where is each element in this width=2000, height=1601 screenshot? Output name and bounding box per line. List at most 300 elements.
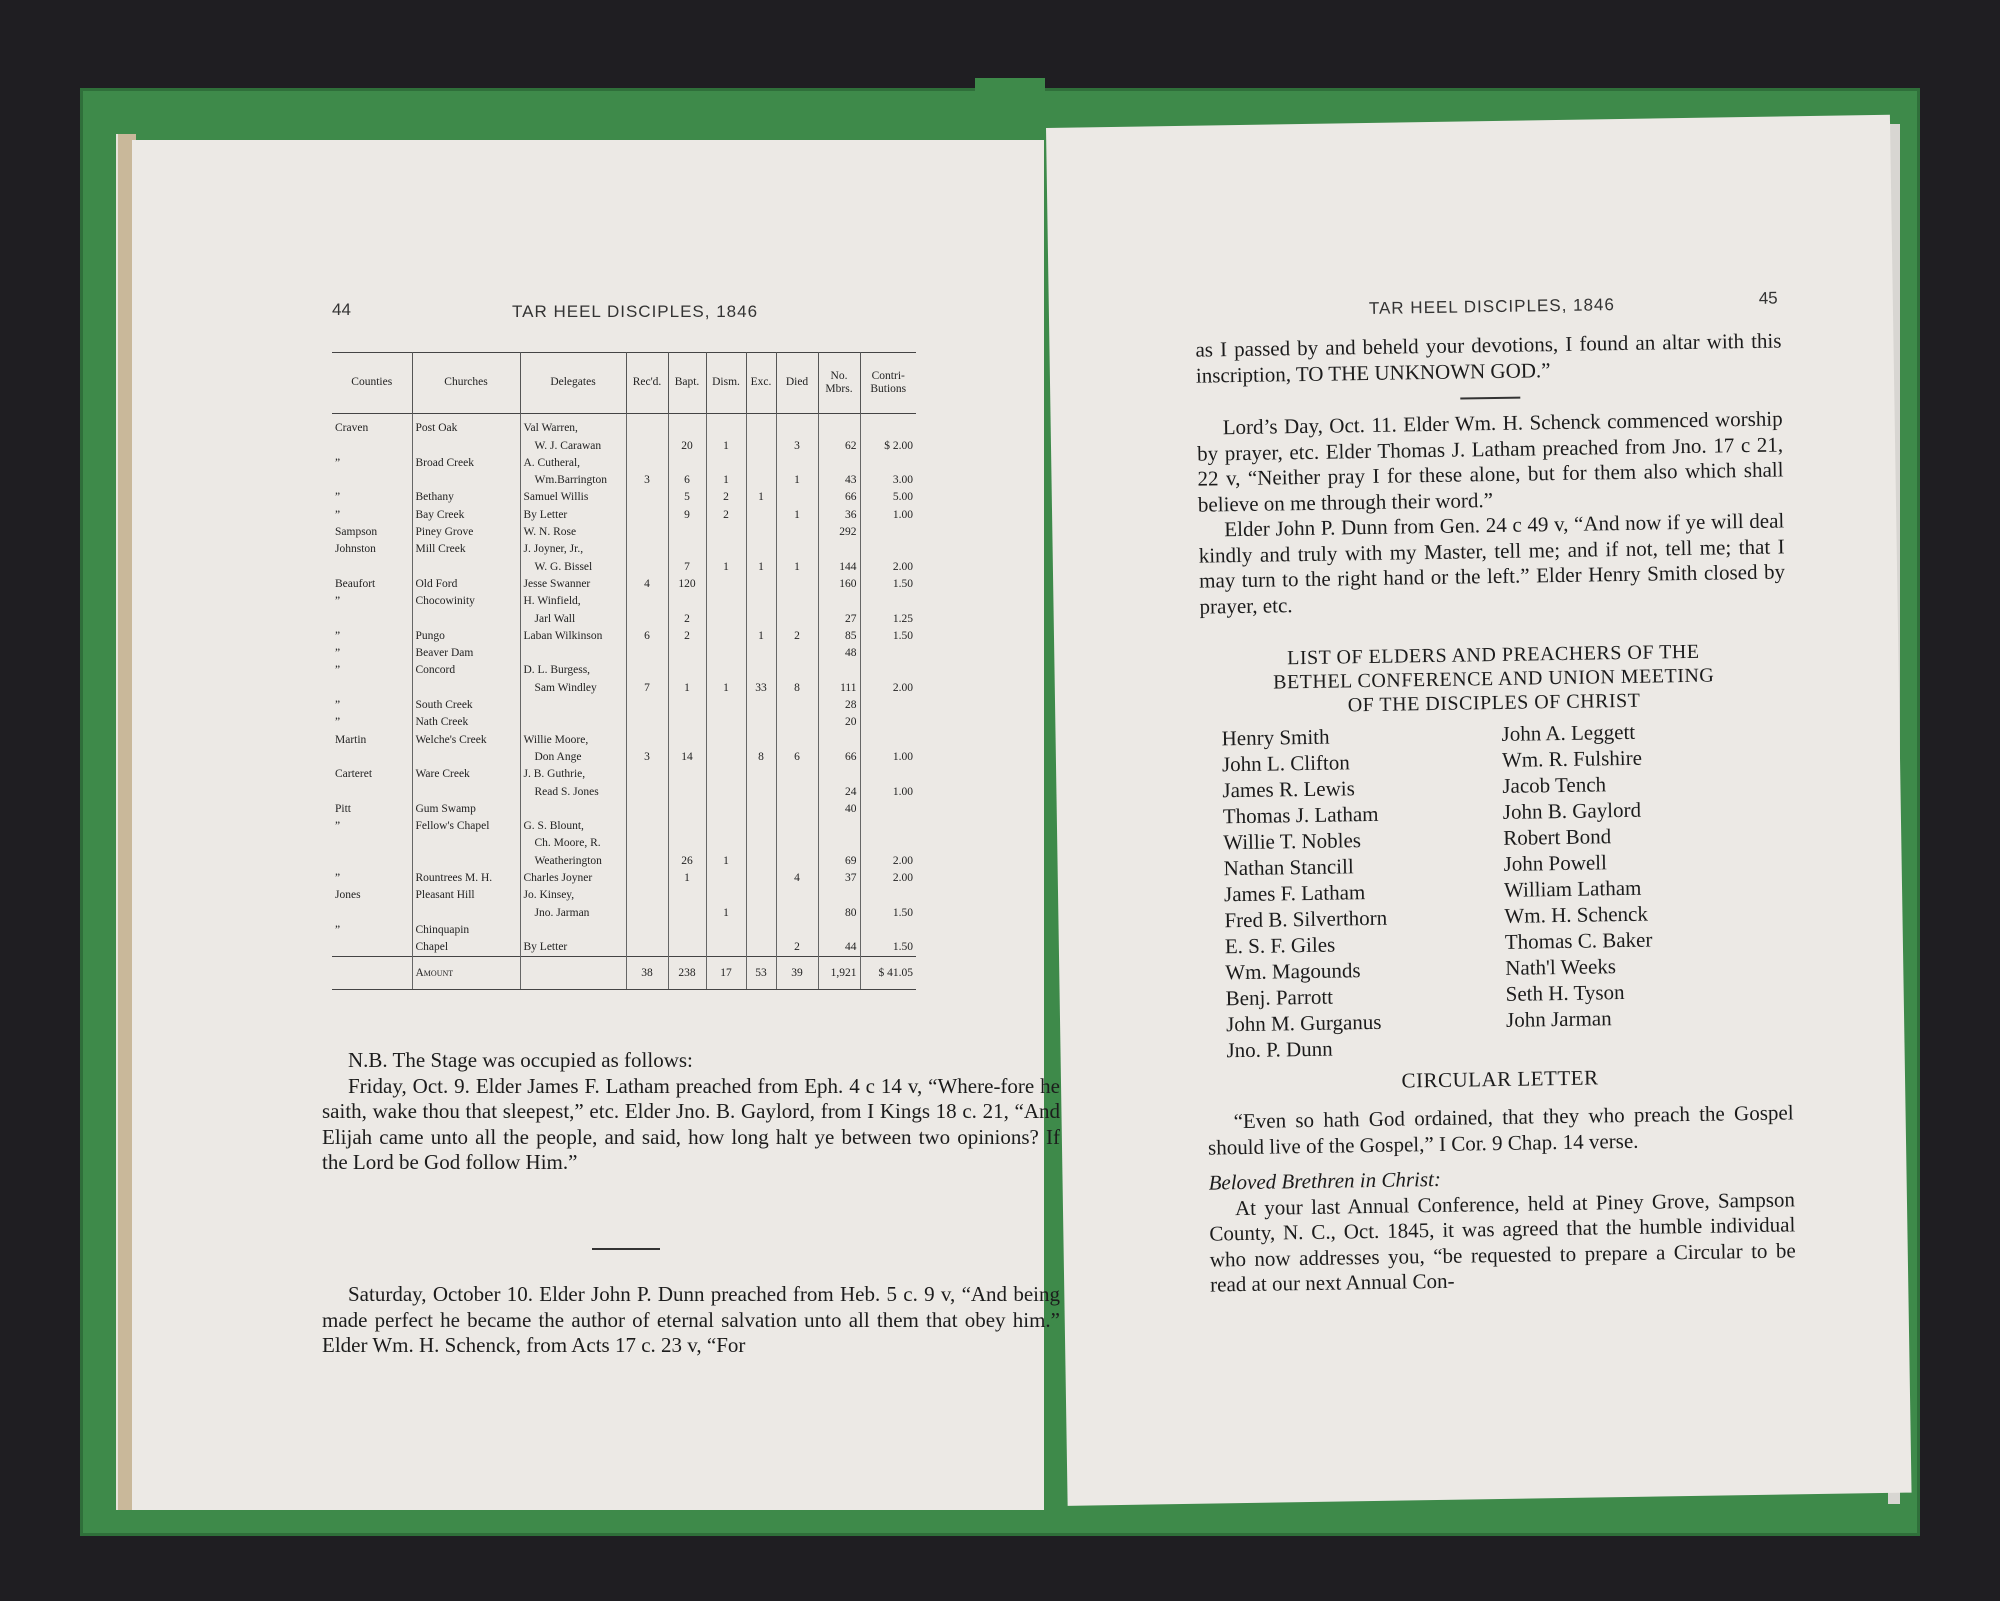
table-cell xyxy=(746,593,776,610)
table-cell: 1 xyxy=(746,558,776,575)
table-cell: Bay Creek xyxy=(412,506,520,523)
table-cell xyxy=(818,593,860,610)
table-cell xyxy=(332,835,412,852)
table-cell xyxy=(746,835,776,852)
column-header: Delegates xyxy=(520,353,626,414)
table-cell xyxy=(860,593,916,610)
table-row xyxy=(332,610,916,627)
table-row xyxy=(332,455,916,472)
elders-list-right xyxy=(1501,719,1653,1033)
table-cell: Nath Creek xyxy=(412,714,520,731)
table-cell: 26 xyxy=(668,852,706,869)
table-cell xyxy=(412,749,520,766)
table-cell: Samuel Willis xyxy=(520,489,626,506)
table-cell: Val Warren, xyxy=(520,420,626,437)
table-row xyxy=(332,922,916,939)
table-cell: 69 xyxy=(818,852,860,869)
list-heading-line-2: BETHEL CONFERENCE AND UNION MEETING xyxy=(1272,664,1715,694)
table-cell xyxy=(818,455,860,472)
table-cell xyxy=(706,628,746,645)
table-cell xyxy=(776,489,818,506)
circular-letter xyxy=(1207,1100,1796,1298)
table-cell xyxy=(626,887,668,904)
elder-name: Jacob Tench xyxy=(1502,772,1607,798)
table-cell: 27 xyxy=(818,610,860,627)
total-cell: $ 41.05 xyxy=(860,957,916,990)
table-cell: 3.00 xyxy=(860,472,916,489)
table-cell: South Creek xyxy=(412,697,520,714)
table-cell: G. S. Blount, xyxy=(520,818,626,835)
table-row xyxy=(332,628,916,645)
table-cell xyxy=(626,818,668,835)
table-cell: Chapel xyxy=(412,939,520,957)
table-cell: W. G. Bissel xyxy=(520,558,626,575)
table-cell: 66 xyxy=(818,489,860,506)
page-number-right: 45 xyxy=(1758,288,1778,308)
elder-name: Thomas J. Latham xyxy=(1222,801,1379,829)
table-cell: 1.50 xyxy=(860,939,916,957)
table-cell: 1 xyxy=(706,679,746,696)
table-cell: 62 xyxy=(818,437,860,454)
table-cell: 3 xyxy=(626,749,668,766)
stage-notes xyxy=(322,1048,1060,1176)
table-cell: 1 xyxy=(668,679,706,696)
table-cell: 36 xyxy=(818,506,860,523)
salutation: Beloved Brethren in Christ: xyxy=(1208,1166,1442,1195)
table-cell xyxy=(520,697,626,714)
table-cell xyxy=(668,783,706,800)
table-cell: ” xyxy=(335,508,341,521)
table-cell: Ware Creek xyxy=(412,766,520,783)
book-spine xyxy=(975,78,1045,118)
table-cell xyxy=(668,939,706,957)
total-cell xyxy=(332,957,412,990)
table-cell: 2 xyxy=(668,610,706,627)
table-row xyxy=(332,870,916,887)
table-cell xyxy=(626,455,668,472)
table-row xyxy=(332,558,916,575)
table-cell xyxy=(332,472,412,489)
table-cell: Carteret xyxy=(335,768,373,781)
table-cell xyxy=(626,420,668,437)
table-cell xyxy=(626,783,668,800)
table-cell: 14 xyxy=(668,749,706,766)
table-cell xyxy=(776,697,818,714)
table-cell: 4 xyxy=(776,870,818,887)
elder-name: John B. Gaylord xyxy=(1502,797,1642,824)
table-cell: 1 xyxy=(706,472,746,489)
table-cell: 111 xyxy=(818,679,860,696)
table-cell xyxy=(412,558,520,575)
table-cell xyxy=(860,922,916,939)
elder-name: Fred B. Silverthorn xyxy=(1224,905,1388,933)
table-cell: 6 xyxy=(626,628,668,645)
table-row xyxy=(332,679,916,696)
table-cell xyxy=(776,455,818,472)
table-cell xyxy=(706,801,746,818)
table-cell xyxy=(520,645,626,662)
table-cell: 4 xyxy=(626,576,668,593)
table-cell xyxy=(668,887,706,904)
table-cell: 6 xyxy=(776,749,818,766)
table-cell xyxy=(412,835,520,852)
column-header: No. Mbrs. xyxy=(818,353,860,414)
table-cell: 1.00 xyxy=(860,506,916,523)
table-cell: Jno. Jarman xyxy=(520,904,626,921)
elder-name: James F. Latham xyxy=(1223,880,1366,907)
table-row xyxy=(332,576,916,593)
table-cell: Craven xyxy=(335,422,369,435)
table-cell xyxy=(746,610,776,627)
table-cell: Weatherington xyxy=(520,852,626,869)
table-cell xyxy=(412,783,520,800)
table-cell xyxy=(668,593,706,610)
table-cell: $ 2.00 xyxy=(860,437,916,454)
table-cell xyxy=(860,420,916,437)
table-cell xyxy=(860,766,916,783)
table-cell xyxy=(706,887,746,904)
table-cell xyxy=(860,455,916,472)
table-cell xyxy=(332,610,412,627)
total-cell: Amount xyxy=(412,957,520,990)
table-cell xyxy=(668,541,706,558)
table-row xyxy=(332,593,916,610)
table-cell: Jones xyxy=(335,889,361,902)
table-row xyxy=(332,766,916,783)
table-cell: Beaufort xyxy=(335,577,376,590)
table-row xyxy=(332,472,916,489)
total-cell: 38 xyxy=(626,957,668,990)
elder-name: Robert Bond xyxy=(1503,824,1612,850)
table-cell: Sam Windley xyxy=(520,679,626,696)
table-cell: 2.00 xyxy=(860,558,916,575)
table-cell xyxy=(626,922,668,939)
table-cell xyxy=(626,610,668,627)
table-cell xyxy=(706,749,746,766)
table-cell: Chinquapin xyxy=(412,922,520,939)
table-cell xyxy=(706,610,746,627)
circular-letter-heading: CIRCULAR LETTER xyxy=(1401,1065,1599,1093)
left-page xyxy=(132,140,1060,1510)
table-cell xyxy=(746,645,776,662)
table-cell: Bethany xyxy=(412,489,520,506)
table-cell xyxy=(668,922,706,939)
friday-paragraph: Friday, Oct. 9. Elder James F. Latham preached from Eph. 4 c 14 v, “Where-fore he saith, wake thou that sleepest,” etc. Elder Jno. B. Gaylord, from I Kings 18 c. 21, “And Elijah came unto all the people, and said, how long halt ye between two opinions? If the Lord be God follow Him.” xyxy=(322,1073,1060,1174)
table-cell xyxy=(818,420,860,437)
table-cell: 1 xyxy=(776,506,818,523)
elder-name: Wm. H. Schenck xyxy=(1504,901,1649,928)
table-cell xyxy=(776,887,818,904)
elder-name: Nath'l Weeks xyxy=(1505,954,1617,980)
elder-name: Jno. P. Dunn xyxy=(1226,1036,1333,1063)
table-cell xyxy=(332,783,412,800)
elder-name: Nathan Stancill xyxy=(1223,854,1354,881)
table-cell xyxy=(776,645,818,662)
column-header: Exc. xyxy=(746,353,776,414)
table-cell: 44 xyxy=(818,939,860,957)
table-cell xyxy=(706,576,746,593)
table-cell: 37 xyxy=(818,870,860,887)
table-row xyxy=(332,506,916,523)
table-cell: 5.00 xyxy=(860,489,916,506)
column-header: Died xyxy=(776,353,818,414)
table-cell: Pitt xyxy=(335,802,351,815)
nb-paragraph: N.B. The Stage was occupied as follows: xyxy=(348,1048,693,1072)
table-cell xyxy=(412,437,520,454)
table-cell: 5 xyxy=(668,489,706,506)
table-row xyxy=(332,437,916,454)
table-cell xyxy=(626,870,668,887)
table-cell xyxy=(412,610,520,627)
elder-name: E. S. F. Giles xyxy=(1224,932,1336,959)
total-cell: 1,921 xyxy=(818,957,860,990)
table-cell xyxy=(776,922,818,939)
table-cell: ” xyxy=(335,820,341,833)
table-cell xyxy=(668,714,706,731)
table-cell xyxy=(818,731,860,748)
table-row xyxy=(332,697,916,714)
table-cell: Rountrees M. H. xyxy=(412,870,520,887)
table-cell: Jo. Kinsey, xyxy=(520,887,626,904)
table-cell xyxy=(626,541,668,558)
table-cell: 2.00 xyxy=(860,852,916,869)
table-cell xyxy=(776,783,818,800)
elder-name: John Jarman xyxy=(1505,1006,1612,1032)
table-cell: 7 xyxy=(668,558,706,575)
table-row xyxy=(332,887,916,904)
table-cell xyxy=(706,524,746,541)
table-row xyxy=(332,818,916,835)
table-cell: Post Oak xyxy=(412,420,520,437)
saturday-notes xyxy=(322,1282,1060,1359)
table-cell xyxy=(706,593,746,610)
table-cell xyxy=(746,783,776,800)
column-header: Churches xyxy=(412,353,520,414)
table-cell: Broad Creek xyxy=(412,455,520,472)
table-cell: 1 xyxy=(706,904,746,921)
table-cell xyxy=(860,662,916,679)
table-cell: By Letter xyxy=(520,506,626,523)
table-cell: ” xyxy=(335,872,341,885)
table-cell: J. B. Guthrie, xyxy=(520,766,626,783)
table-cell xyxy=(860,835,916,852)
table-cell: ” xyxy=(335,595,341,608)
table-cell xyxy=(332,852,412,869)
table-cell: 3 xyxy=(776,437,818,454)
table-cell: Don Ange xyxy=(520,749,626,766)
table-cell xyxy=(706,783,746,800)
table-cell xyxy=(776,576,818,593)
right-page xyxy=(1046,115,1912,1506)
table-header-row xyxy=(332,353,916,414)
column-header: Rec'd. xyxy=(626,353,668,414)
table-cell xyxy=(412,679,520,696)
table-cell xyxy=(706,939,746,957)
elder-name: Seth H. Tyson xyxy=(1505,980,1625,1006)
table-cell: ” xyxy=(335,664,341,677)
table-cell xyxy=(668,801,706,818)
table-row xyxy=(332,645,916,662)
table-cell xyxy=(746,455,776,472)
table-cell xyxy=(706,818,746,835)
table-row xyxy=(332,783,916,800)
table-cell xyxy=(668,455,706,472)
total-cell: 238 xyxy=(668,957,706,990)
running-head-right: TAR HEEL DISCIPLES, 1846 xyxy=(1368,295,1616,318)
column-header: Bapt. xyxy=(668,353,706,414)
table-cell xyxy=(860,697,916,714)
table-cell: Martin xyxy=(335,733,367,746)
table-cell xyxy=(706,835,746,852)
table-cell: 2 xyxy=(668,628,706,645)
table-cell xyxy=(746,576,776,593)
table-cell xyxy=(412,904,520,921)
table-cell: 40 xyxy=(818,801,860,818)
table-cell xyxy=(746,524,776,541)
saturday-paragraph: Saturday, October 10. Elder John P. Dunn preached from Heb. 5 c. 9 v, “And being made perfect he became the author of eternal salvation unto all them that obey him.” Elder Wm. H. Schenck, from Acts 17 c. 23 v, “For xyxy=(322,1282,1060,1357)
table-cell: 2.00 xyxy=(860,679,916,696)
total-cell: 17 xyxy=(706,957,746,990)
table-cell: 1.00 xyxy=(860,783,916,800)
table-cell: 1 xyxy=(668,870,706,887)
table-cell: Old Ford xyxy=(412,576,520,593)
table-cell xyxy=(776,662,818,679)
table-cell: 2 xyxy=(706,506,746,523)
table-row xyxy=(332,714,916,731)
table-cell: 80 xyxy=(818,904,860,921)
table-cell xyxy=(668,904,706,921)
table-cell xyxy=(818,662,860,679)
table-cell: 8 xyxy=(746,749,776,766)
table-cell xyxy=(626,437,668,454)
table-cell xyxy=(626,852,668,869)
table-cell: 1.50 xyxy=(860,628,916,645)
table-cell: Gum Swamp xyxy=(412,801,520,818)
elder-name: Henry Smith xyxy=(1221,724,1330,751)
table-cell: Wm.Barrington xyxy=(520,472,626,489)
section-divider-right xyxy=(1460,397,1520,400)
lords-day-section xyxy=(1197,406,1786,619)
table-cell xyxy=(706,870,746,887)
table-cell xyxy=(746,818,776,835)
table-cell xyxy=(776,904,818,921)
table-cell: ” xyxy=(335,699,341,712)
elder-name: Wm. R. Fulshire xyxy=(1501,745,1643,772)
table-cell: By Letter xyxy=(520,939,626,957)
table-cell xyxy=(626,801,668,818)
table-cell xyxy=(668,420,706,437)
table-cell xyxy=(746,766,776,783)
table-cell xyxy=(746,852,776,869)
table-cell xyxy=(818,835,860,852)
epigraph: “Even so hath God ordained, that they who preach the Gospel should live of the Gospel,” I Cor. 9 Chap. 14 verse. xyxy=(1207,1100,1794,1160)
table-cell: W. J. Carawan xyxy=(520,437,626,454)
table-cell xyxy=(746,922,776,939)
table-row xyxy=(332,662,916,679)
table-cell xyxy=(668,766,706,783)
table-cell: ” xyxy=(335,716,341,729)
table-cell: W. N. Rose xyxy=(520,524,626,541)
table-cell xyxy=(668,818,706,835)
table-cell xyxy=(626,766,668,783)
list-heading-line-3: OF THE DISCIPLES OF CHRIST xyxy=(1347,689,1641,717)
table-cell: 6 xyxy=(668,472,706,489)
table-cell: Jarl Wall xyxy=(520,610,626,627)
table-cell: ” xyxy=(335,456,341,469)
table-cell xyxy=(776,541,818,558)
table-cell xyxy=(860,524,916,541)
table-cell xyxy=(332,904,412,921)
table-cell xyxy=(706,541,746,558)
table-cell xyxy=(332,679,412,696)
table-cell: Beaver Dam xyxy=(412,645,520,662)
table-cell xyxy=(626,662,668,679)
table-cell: 2 xyxy=(706,489,746,506)
table-cell: 120 xyxy=(668,576,706,593)
table-cell xyxy=(706,731,746,748)
table-cell: 160 xyxy=(818,576,860,593)
table-cell: 1.50 xyxy=(860,576,916,593)
elder-name: John L. Clifton xyxy=(1221,750,1350,777)
table-cell xyxy=(668,731,706,748)
table-cell: 2.00 xyxy=(860,870,916,887)
table-cell: D. L. Burgess, xyxy=(520,662,626,679)
table-row xyxy=(332,939,916,957)
total-cell: 53 xyxy=(746,957,776,990)
table-row xyxy=(332,835,916,852)
table-cell xyxy=(776,524,818,541)
running-head-left: TAR HEEL DISCIPLES, 1846 xyxy=(512,302,759,321)
table-cell: 1 xyxy=(706,437,746,454)
table-cell xyxy=(626,697,668,714)
table-cell: 43 xyxy=(818,472,860,489)
table-cell xyxy=(746,541,776,558)
table-cell xyxy=(668,645,706,662)
table-row xyxy=(332,749,916,766)
opening-text: as I passed by and beheld your devotions, I found an altar with this inscription, TO THE UNKNOWN GOD.” xyxy=(1195,328,1782,388)
table-cell xyxy=(818,887,860,904)
table-cell: Charles Joyner xyxy=(520,870,626,887)
table-cell xyxy=(776,852,818,869)
table-cell: 1.00 xyxy=(860,749,916,766)
table-cell xyxy=(706,645,746,662)
elder-name: John Powell xyxy=(1503,850,1608,876)
table-cell: 1 xyxy=(746,628,776,645)
elder-name: Willie T. Nobles xyxy=(1223,828,1362,855)
table-row xyxy=(332,524,916,541)
table-cell xyxy=(746,887,776,904)
total-cell: 39 xyxy=(776,957,818,990)
table-cell: 1.50 xyxy=(860,904,916,921)
table-cell: ” xyxy=(335,647,341,660)
table-cell xyxy=(860,801,916,818)
table-cell: 9 xyxy=(668,506,706,523)
table-cell xyxy=(626,904,668,921)
table-cell xyxy=(776,766,818,783)
elder-name: John A. Leggett xyxy=(1501,719,1636,746)
table-cell: Jesse Swanner xyxy=(520,576,626,593)
table-cell xyxy=(746,939,776,957)
table-cell: J. Joyner, Jr., xyxy=(520,541,626,558)
table-cell: 7 xyxy=(626,679,668,696)
table-cell xyxy=(332,437,412,454)
table-cell xyxy=(818,541,860,558)
table-cell xyxy=(412,852,520,869)
table-cell xyxy=(776,801,818,818)
table-cell xyxy=(746,904,776,921)
table-cell: 1 xyxy=(706,852,746,869)
column-header: Contri- Butions xyxy=(860,353,916,414)
